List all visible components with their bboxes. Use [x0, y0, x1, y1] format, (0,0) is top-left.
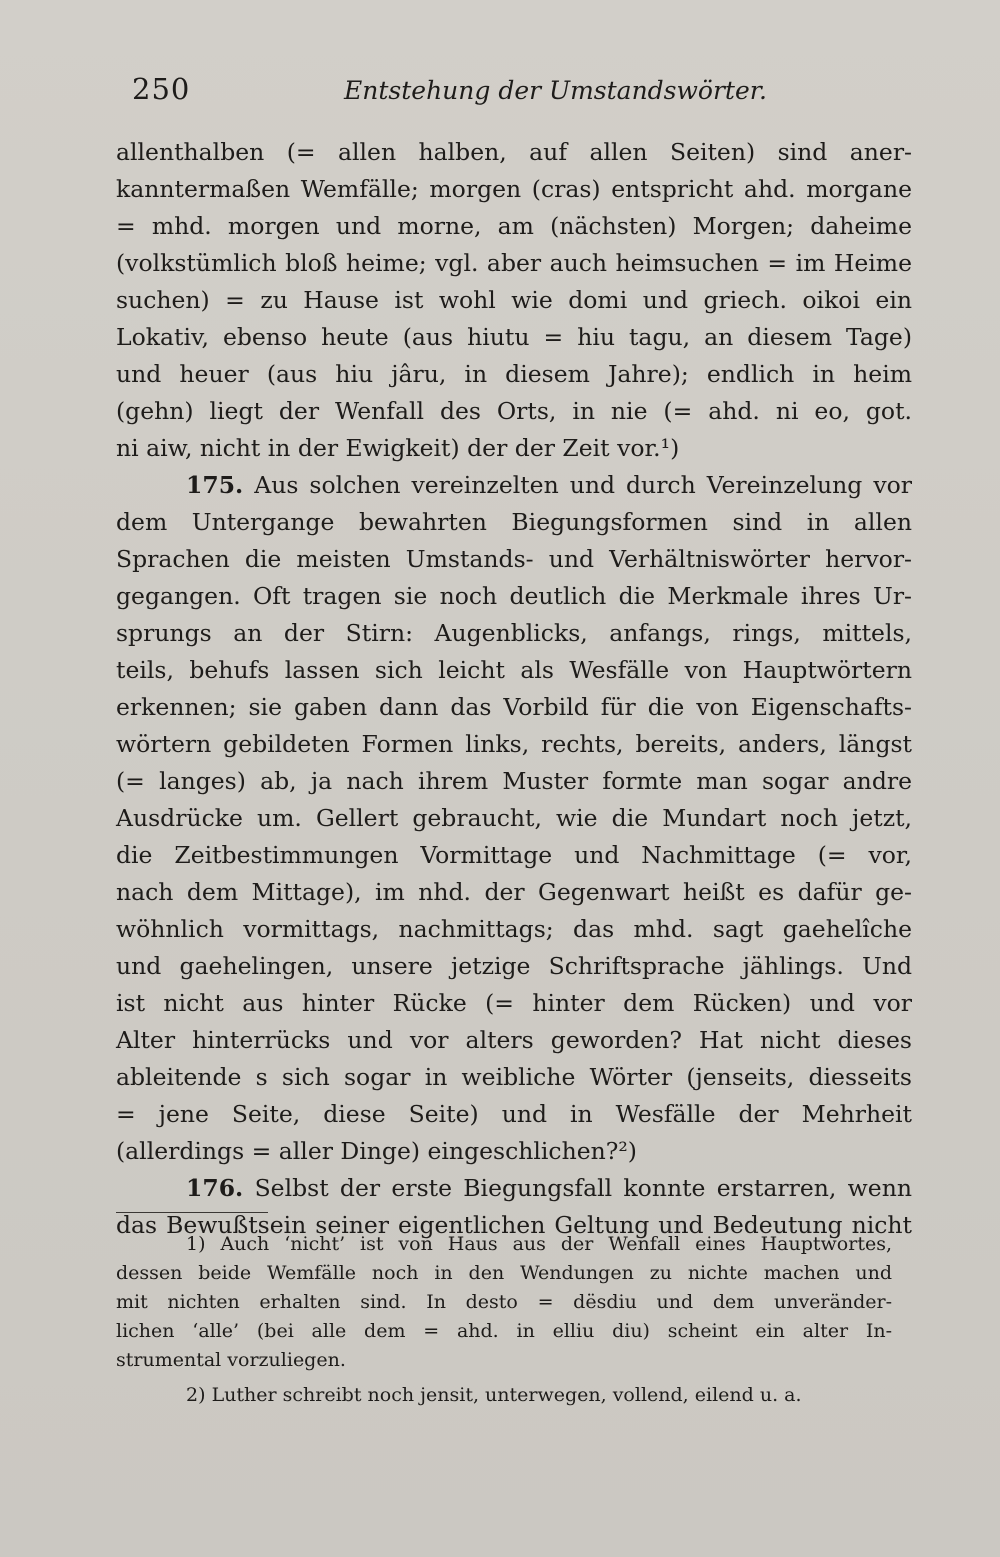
text-line: ni aiw, nicht in der Ewigkeit) der der Zeit vor.¹) — [116, 434, 680, 462]
footnote-marker: 1) — [186, 1233, 206, 1255]
text-line: wöhnlich vormittags, nachmittags; das mhd. sagt gaehelîche — [116, 915, 912, 943]
section-number: 175. — [186, 471, 244, 499]
text-line: (gehn) liegt der Wenfall des Orts, in nie (= ahd. ni eo, got. — [116, 397, 912, 425]
text-line: kanntermaßen Wemfälle; morgen (cras) entspricht ahd. morgane — [116, 175, 912, 203]
text-line: Alter hinterrücks und vor alters geworden? Hat nicht dieses — [116, 1026, 912, 1054]
footnote-2-text: Luther schreibt noch jensit, unterwegen, vollend, eilend u. a. — [211, 1384, 802, 1406]
text-line: sprungs an der Stirn: Augenblicks, anfangs, rings, mittels, — [116, 619, 912, 647]
section-176-first-line — [116, 1170, 912, 1207]
footnote-line: dessen beide Wemfälle noch in den Wendungen zu nichte machen und — [116, 1262, 892, 1284]
text-line: das Bewußtsein seiner eigentlichen Geltung und Bedeutung nicht — [116, 1211, 912, 1239]
text-line: ist nicht aus hinter Rücke (= hinter dem Rücken) und vor — [116, 989, 912, 1017]
text-line: = jene Seite, diese Seite) und in Wesfälle der Mehrheit — [116, 1100, 912, 1128]
running-title: Entstehung der Umstandswörter. — [344, 76, 767, 105]
text-line: allenthalben (= allen halben, auf allen Seiten) sind aner- — [116, 138, 912, 166]
main-text — [116, 134, 912, 1244]
text-line: teils, behufs lassen sich leicht als Wesfälle von Hauptwörtern — [116, 656, 912, 684]
section-175-first-line — [116, 467, 912, 504]
text-line: nach dem Mittage), im nhd. der Gegenwart heißt es dafür ge- — [116, 878, 912, 906]
text-line: ableitende s sich sogar in weibliche Wörter (jenseits, diesseits — [116, 1063, 912, 1091]
section-number: 176. — [186, 1174, 244, 1202]
footnote-line: mit nichten erhalten sind. In desto = dësdiu und dem unveränder- — [116, 1291, 892, 1313]
text-line: Ausdrücke um. Gellert gebraucht, wie die Mundart noch jetzt, — [116, 804, 912, 832]
footnotes — [116, 1230, 892, 1410]
text-line: und gaehelingen, unsere jetzige Schriftsprache jählings. Und — [116, 952, 912, 980]
text-line: = mhd. morgen und morne, am (nächsten) Morgen; daheime — [116, 212, 912, 240]
footnote-divider — [116, 1212, 268, 1213]
footnote-marker: 2) — [186, 1384, 206, 1406]
text-line: gegangen. Oft tragen sie noch deutlich die Merkmale ihres Ur- — [116, 582, 912, 610]
text-line: Sprachen die meisten Umstands- und Verhältniswörter hervor- — [116, 545, 912, 573]
text-line: (= langes) ab, ja nach ihrem Muster formte man sogar andre — [116, 767, 912, 795]
footnote-line: strumental vorzuliegen. — [116, 1349, 346, 1371]
section-176-opening-text: Selbst der erste Biegungsfall konnte erstarren, wenn — [254, 1174, 912, 1202]
footnote-1-opening-text: Auch ‘nicht’ ist von Haus aus der Wenfall eines Hauptwortes, — [220, 1233, 892, 1255]
text-line: die Zeitbestimmungen Vormittage und Nachmittage (= vor, — [116, 841, 912, 869]
text-line: erkennen; sie gaben dann das Vorbild für die von Eigenschafts- — [116, 693, 912, 721]
page-header — [132, 72, 892, 112]
page-number: 250 — [132, 72, 191, 106]
text-line: und heuer (aus hiu jâru, in diesem Jahre); endlich in heim — [116, 360, 912, 388]
footnote-line: lichen ‘alle’ (bei alle dem = ahd. in elliu diu) scheint ein alter In- — [116, 1320, 892, 1342]
text-line: Lokativ, ebenso heute (aus hiutu = hiu tagu, an diesem Tage) — [116, 323, 912, 351]
text-line: suchen) = zu Hause ist wohl wie domi und griech. oikoi ein — [116, 286, 912, 314]
footnote-2 — [116, 1381, 892, 1410]
text-line: dem Untergange bewahrten Biegungsformen sind in allen — [116, 508, 912, 536]
section-175-opening-text: Aus solchen vereinzelten und durch Vereinzelung vor — [254, 471, 912, 499]
text-line: wörtern gebildeten Formen links, rechts, bereits, anders, längst — [116, 730, 912, 758]
footnote-1-first-line — [116, 1230, 892, 1259]
text-line: (volkstümlich bloß heime; vgl. aber auch heimsuchen = im Heime — [116, 249, 912, 277]
text-line: (allerdings = aller Dinge) eingeschlichen?²) — [116, 1137, 637, 1165]
